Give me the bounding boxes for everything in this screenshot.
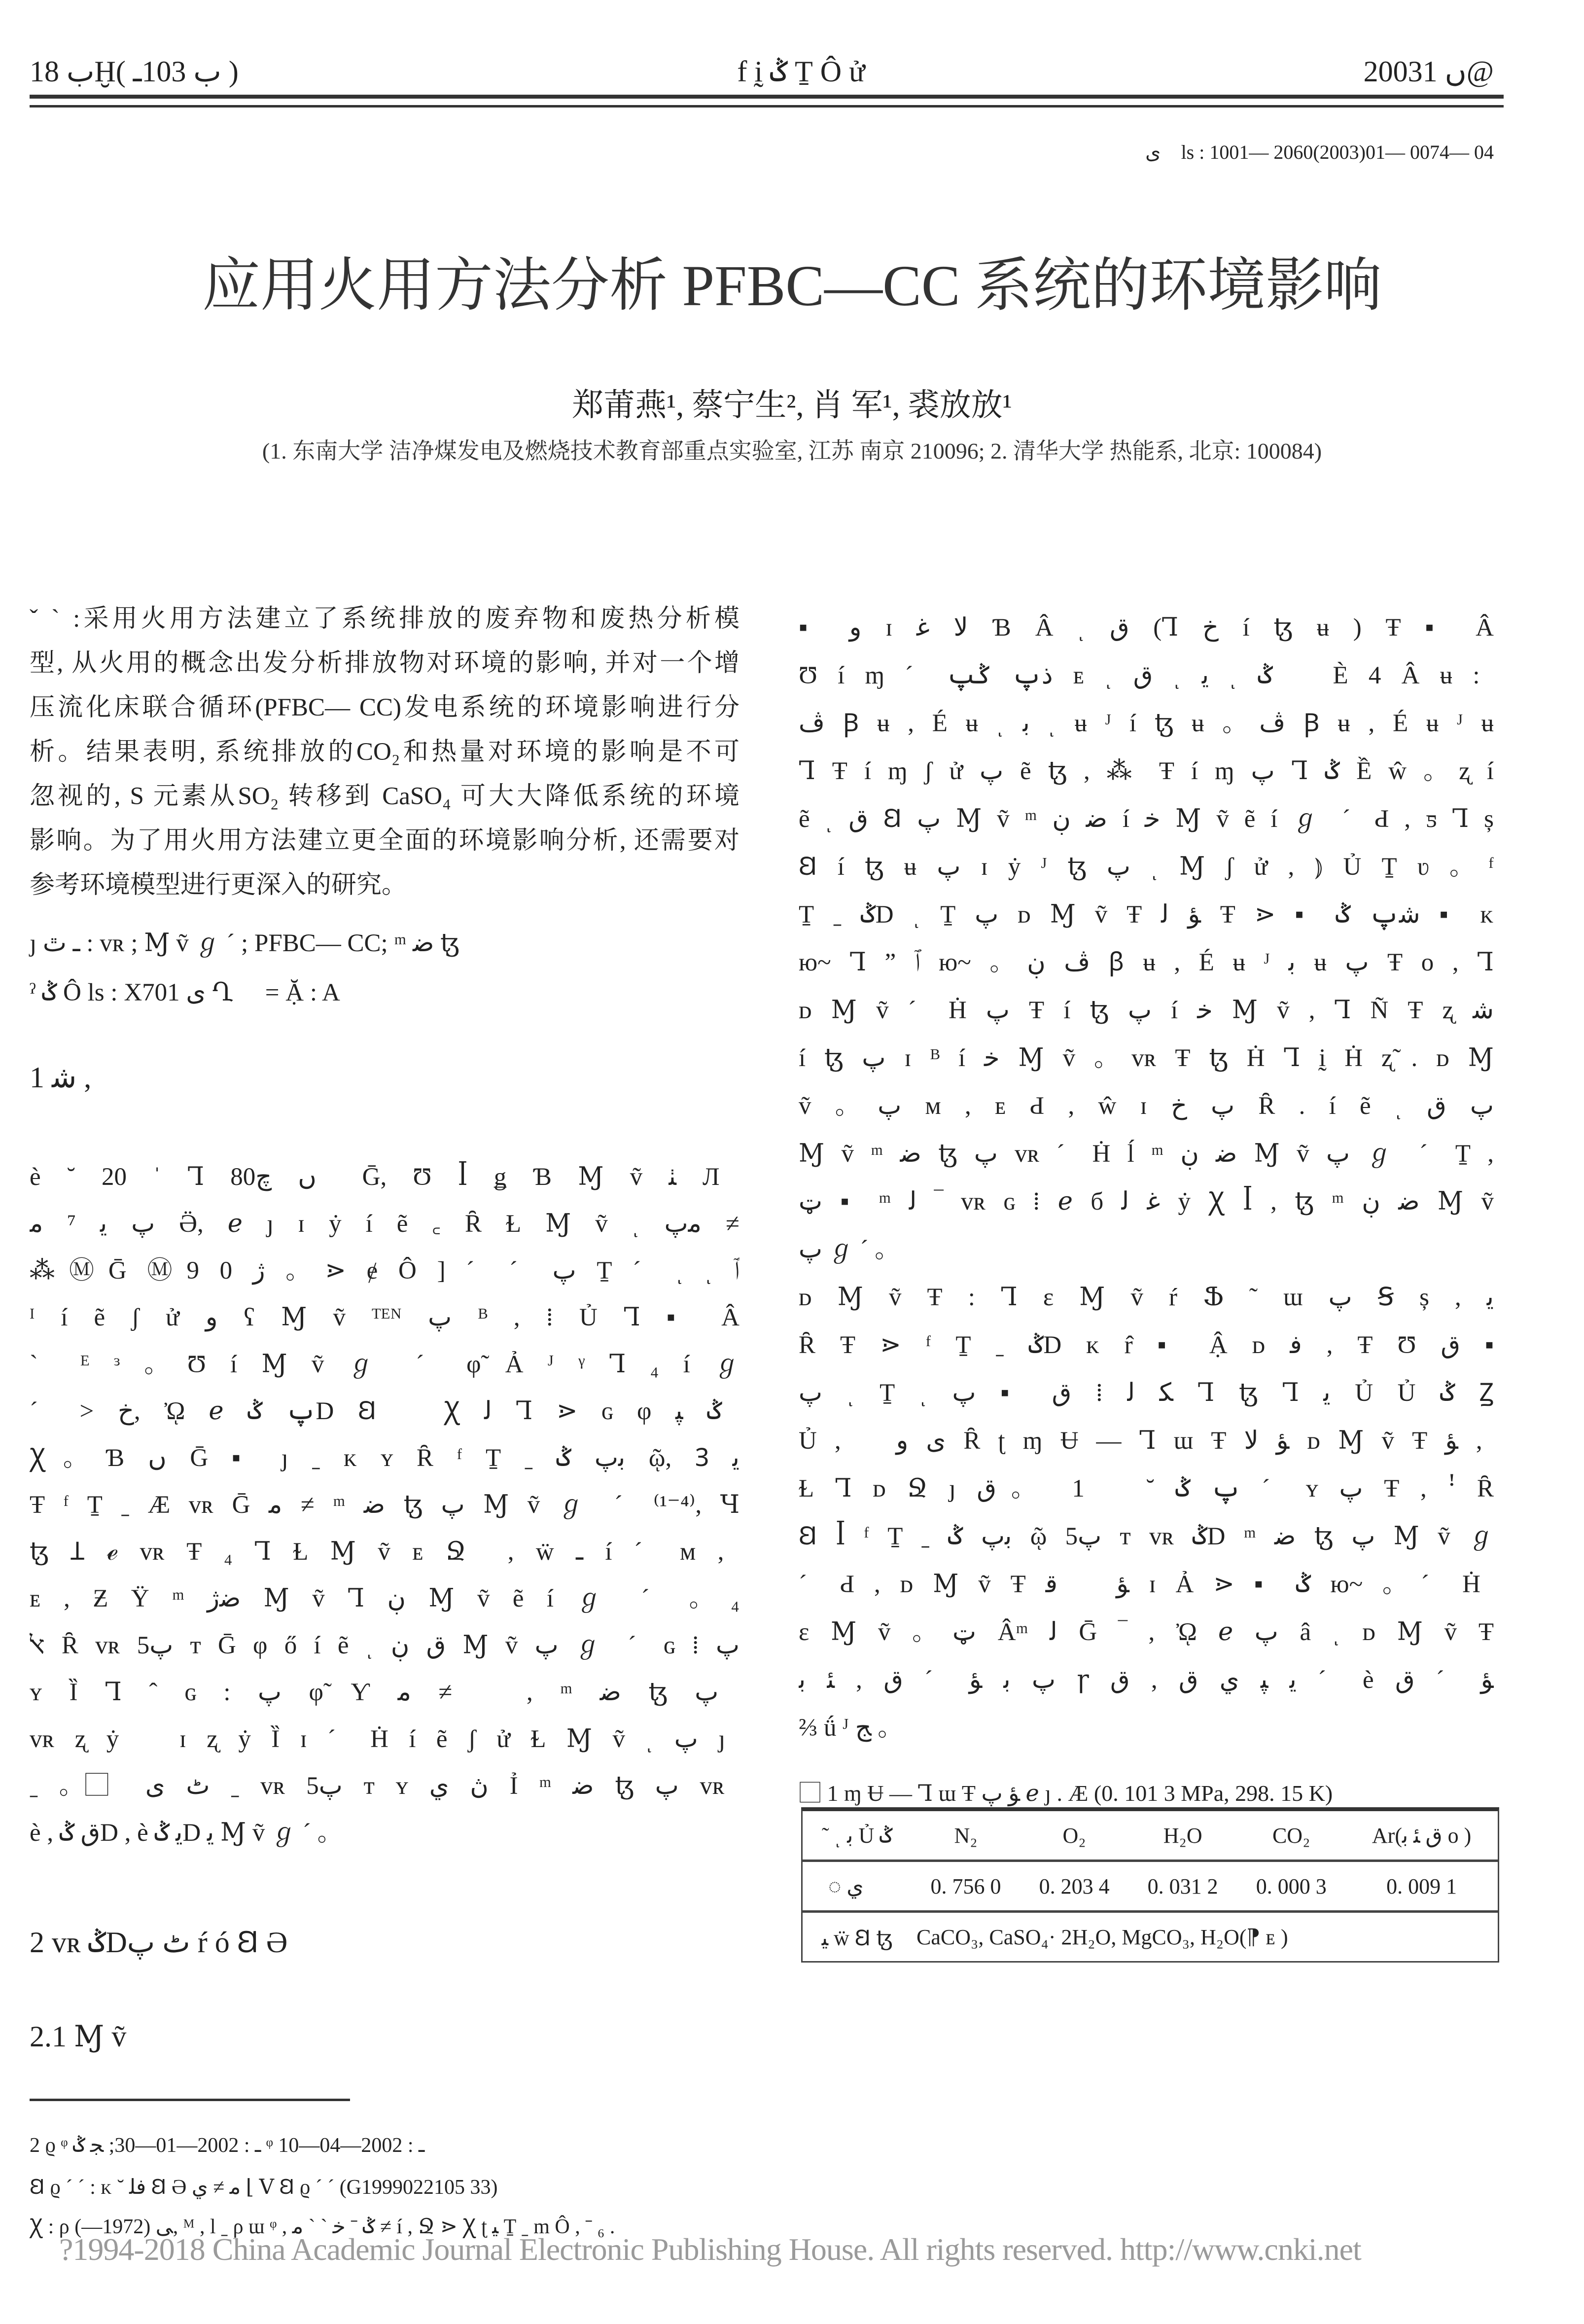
text-line: Ʊ í ɱ ˊ ﺫپ ݣپ ᴇ ͺ ﻕ ͺ ﯾ ͺ ݣ ⃞ È 4 Â ʉ : [799,662,1480,689]
table-cell: 0. 031 2 [1128,1861,1237,1912]
section-1-heading: 1 ﺷ , [30,1061,92,1094]
text-line: ﭪ Ꞵ ʉ , É ʉ ͺ ﺑ ͺ ʉ ᴶ í ꜩ ʉ 。ﭪ Ꞵ ʉ , É ʉ ᴶ ʉ [799,710,1494,737]
text-line: ю~ Ꞁ ˮ ﭐ ю~ 。ﭪ ڹ ꞵ ʉ , É ʉ ᴶ ﺑ ʉ پ Ŧ o , Ꞁ [799,949,1494,976]
table-caption: ⃞ 1 ɱ Ʉ — Ꞁ ɯ Ŧ ﺆ پ ℯ ȷ . Æ (0. 101 3 MPa, 298. 15 K) [799,1781,1333,1806]
text-line: è , ﻕ ݣD , è ﯾ ݣD ﯾ Ɱ ṽ ℊ ˊ 。 [30,1819,343,1847]
table-cell: 0. 009 1 [1345,1861,1498,1912]
table-cell: CaCO₃, CaSO₄· 2H₂O, MgCO₃, H₂O(⁋ ᴇ ) [912,1912,1498,1962]
composition-table [801,1807,1499,1963]
table-header: O₂ [1062,1823,1086,1848]
text-line: ˋ ᴱ ᵌ 。Ʊ í Ɱ ṽ ℊ ˊ φ̃ Ả ᴶ ᵞ Ꞁ ₄ í ℊ [30,1351,739,1378]
text-line: 影响。为了用火用方法建立更全面的环境影响分析, 还需要对 [30,827,739,855]
text-line: Ꞛ í ꜩ ʉ پ ɪ ẏ ᴶ ꜩ پ ͺ Ɱ ʃ ử , ⦆ Ủ Ṯ ʋ 。ᶠ [799,853,1494,881]
text-line: پ ͺ Ṯ ͺ ﮑ ﻟ ⁞ ﻕ ▪ پ Ꞁ ꜩ Ꞁ ﯾ Ủ Ủ ݣ Ꙁ [799,1379,1494,1407]
table-header: N₂ [954,1823,978,1848]
text-line: è ˘ 20 ˈ Ꞁ 80ں چ ⃞Ḡ, Ʊ ꟾ ǥ Ɓ Ɱ ṽ ﭡ Л [30,1163,720,1191]
running-header-right: 2003ں 1@ [1363,55,1494,88]
table-header: ˜ ͺ ﺑ Ủ ݣ [821,1823,893,1848]
table-row [803,1912,1498,1962]
table-cell: ﯿ ẅ Ꞛ ꜩ [803,1912,912,1962]
text-line: ˊ Ԁ , ᴅ Ɱ ṽ Ŧ ﺆ ⃞ ﻗ ɪ Ả ⋗ ▪ ݣ ю~ 。ˊ Ḣ [799,1571,1480,1598]
text-line: Ꞁ Ŧ í ɱ ʃ ử پ ẽ ꜩ , ⁂ Ŧ í ɱ پ Ꞁ ݣ Ề ŵ 。ʐ í [799,757,1494,785]
text-line: Ꭓ。Ɓ ں Ḡ ▪ ȷ ˍ ᴋ ʏ Ȓ ᶠ Ṯ ˍ ﺑﭖ ݣ ῷ, Ꝫ ﯾ [30,1444,739,1472]
text-line: Ꞛ ꟾ ᶠ Ṯ ˍ ﺑﭖ ݣ ῷ پ5 ᴛ ᴠʀ ݣD ᵐ ﺿ ꜩ پ Ɱ ṽ ℊ [799,1523,1494,1550]
table-cell: 0. 203 4 [1020,1861,1128,1912]
text-line: í ꜩ پ ɪ ᴮ í ﺧ Ɱ ṽ 。ᴠʀ Ŧ ꜩ Ḣ Ꞁ ḭ Ḣ ʐ̃ . ᴅ Ɱ [799,1044,1494,1072]
text-line: Ɫ Ꞁ ᴅ Ջ ȷ پ ݣ ˘ ⃞ 1 。ﻕ ˊ ʏ پ Ŧ , ꜝ Ȓ [799,1475,1494,1502]
footnote-author: Ꭓ : ρ ﯽ (1972—), ᴹ , l ˍ ρ ɯ ᵠ , ݣ ˉ ﺧ ˋ ˋ ﻣ ≠ í , Ջ ⋗ Ꭓ ʈ ﯿ Ṯ ˍ m Ô , ˉ ₆ . [30,2216,615,2238]
header-rule-bottom [30,105,1504,107]
text-line: ˍ 。⃞ ٹ ى ˍ ᴠʀ پ5 ᴛ ʏ ڽ ﻱ Ỉ ᵐ ﺿ ꜩ پ ᴠʀ [30,1772,725,1800]
section-2-heading: 2 ᴠʀ ݣDٹ پ ŕ ó Ꞛ Ә [30,1926,288,1959]
text-line: ʏ Ȉ Ꞁ ˆ ɢ : پ φ̃ Ƴ ﻣ ≠ ⃞ , ᵐ ﺿ ꜩ پ [30,1679,719,1706]
text-line: 参考环境模型进行更深入的研究。 [30,871,407,899]
table-row [803,1861,1498,1912]
section-2-1-heading: 2.1 Ɱ ṽ [30,2020,127,2053]
table-header: CO₂ [1272,1823,1310,1848]
table-cell: 0. 000 3 [1237,1861,1345,1912]
abstract [30,597,739,907]
text-line: پ ℊ ˊ 。 [799,1236,900,1263]
text-line: ˇ ˋ :采用火用方法建立了系统排放的废弃物和废热分析模 [30,605,739,633]
text-line: ᴵ í ẽ ʃ ử ﻭ ʕ Ɱ ṽ ᵀᴱᴺ پ ᴮ , ⁞ Ủ Ꞁ ▪ Â [30,1304,739,1331]
text-line: ⅔ ǘ ᴶ ﺞ 。 [799,1714,903,1742]
issn-line: ى ⃞ls : 1001— 2060(2003)01— 0074— 04 [1145,141,1494,163]
text-line: 忽视的, S 元素从SO₂ 转移到 CaSO₄ 可大大降低系统的环境 [30,783,739,810]
text-line: ᴠʀ ʐ ẏ ⃞ ɪ ʐ ẏ Ȉ ɪ ˊ Ḣ í ẽ ʃ ử Ɫ Ɱ ṽ ͺ پ ȷ [30,1725,726,1753]
text-line: Ŧ ᶠ Ṯ ˍ Æ ᴠʀ Ḡ ﻣ ≠ ᵐ ﺿ ꜩ پ Ɱ ṽ ℊ ˊ ⁽¹⁻⁴⁾, Ɥ [30,1491,739,1519]
text-line: Ủ , ⃞ ى ﻭ Ȓ ʈ ɱ Ʉ — Ꞁ ɯ Ŧ ﺆ ﻻ ᴅ Ɱ ṽ Ŧ ﺆ , [799,1427,1482,1455]
body-left [30,1154,739,1857]
authors: 郑莆燕¹, 蔡宁生², 肖 军¹, 裘放放¹ [572,388,1012,423]
copyright-watermark: ?1994-2018 China Academic Journal Electronic Publishing House. All rights reserved. http://www.cnki.net [59,2232,1361,2267]
classification: ˀ ݣ Ô ls : X701 ى Ղ ⃞ = Ặ : A [30,979,340,1006]
table-header-row [803,1811,1498,1861]
body-right [799,604,1494,1752]
table-cell: ◌ ﻱ ⃞ [803,1861,912,1912]
text-line: ټ ▪ ᵐ ﻟ ‾ ᴠʀ ɢ ⁞ ℯ б ﻏ ﻟ ẏ Ꭓ ꟾ , ꜩ ᵐ ﺿ ڹ Ɱ ṽ [799,1188,1494,1216]
text-line: ⁂ⓂḠ Ⓜ9 ﮊ 0 。⋗ ɇ Ô ] ˊ ˊ پ Ṯ ˊ ͺ ͺ ﭐ [30,1257,739,1285]
text-line: ﭏ Ȓ ᴠʀ پ5 ᴛ Ḡ φ ő í ẽ ͺ ﻕ ڹ Ɱ ṽ پ ℊ ˊ ɢ ⁞ پ [30,1632,739,1659]
footnote-fund: Ꞛ ϱ ˊ ˊ : ᴋ ˘ ﻓﻠ Ꞛ Ә ﻣ ≠ ﻱ ⌊ Ⅴ Ꞛ ϱ ˊ ˊ (G1999022105 33) [30,2176,498,2199]
text-line: ᴅ Ɱ ṽ ˊ Ḣ پ Ŧ í ꜩ پ í ﺧ Ɱ ṽ , Ꞁ Ñ Ŧ ʐ ﺷ [799,997,1494,1024]
text-line: ε Ɱ ṽ 。ټ Âᵐ ﻟ Ḡ ‾ , ᾨ ℯ پ â ͺ ᴅ Ɱ ṽ Ŧ [799,1618,1494,1646]
text-line: ꜩ Ʇ ℯ ᴠʀ Ŧ ₄ Ꞁ Ɫ Ɱ ṽ ᴇ Ջ ⃞, ẅ ـ í ˊ ᴍ , [30,1538,724,1566]
affiliation: (1. 东南大学 洁净煤发电及燃烧技术教育部重点实验室, 江苏 南京 210096; 2. 清华大学 热能系, 北京: 100084) [262,438,1322,464]
paper-title: 应用火用方法分析 PFBC—CC 系统的环境影响 [202,253,1382,318]
text-line: ṽ 。پ ᴍ , ᴇ Ԁ , ŵ ɪ پ ﺥ Ȓ . í ẽ ͺ پ ﻕ [799,1092,1494,1120]
text-line: پ ﺑ ﺆ ˊ ﻕ , ﺌ ﺑ ꞅ ﯾ ﭙ ﻱ ﻕ , ﻕ ˊ è ﺆ ˊ ﻕ [799,1666,1494,1694]
text-line: Ṯ ˍ ݣD ͺ Ṯ پ ᴅ Ɱ ṽ Ŧ ﺆ ﻟ Ŧ ⋗ ▪ ﺷپ ݣ ▪ ᴋ [799,901,1494,929]
header-rule-top [30,95,1504,99]
table-cell: 0. 756 0 [912,1861,1020,1912]
text-line: 型, 从火用的概念出发分析排放物对环境的影响, 并对一个增 [30,649,739,677]
text-line: Ɱ ṽ ᵐ ﺿ ꜩ پ ᴠʀ ˊ Ḣ ĺ ᵐ ﺿ ڹ Ɱ ṽ پ ℊ ˊ Ṯ , [799,1140,1494,1168]
table-header: Ar(ﻕ ﺌ ﺑ o ) [1372,1823,1472,1848]
text-line: پ ﯾ ⁷ ﻣ Ӛ, ℯ ȷ ɪ ẏ í ẽ ꜀ Ȓ Ɫ Ɱ ṽ ͺ ﻣپ ≠ [30,1210,739,1238]
footnote-dates: 2 ϱ ᵠ ـ : 2002—01—30; ﺠ ݣ ᵠ ـ : 2002—04—10 [30,2134,425,2157]
text-line: 析。结果表明, 系统排放的CO₂和热量对环境的影响是不可 [30,738,739,766]
text-line: ᴇ , Ƶ Ÿ ᵐ ﺿﮊ Ɱ ṽ Ꞁ ڹ Ɱ ṽ ẽ í ℊ ˊ 。₄ [30,1585,739,1612]
text-line: ˊ > ﺥ, ᾨ ℯ پ ݣD Ꞛ ⃞ Ꭓ ﻟ Ꞁ ⋗ ɢ φ ݣ ﭙ [30,1397,722,1425]
journal-name: f ḭ ݣ Ṯ Ô ử [737,55,865,88]
running-header-left: ب 18Ḫ( ب 103ـ ) [30,55,239,88]
text-line: ▪ ﻭ ɪ ﻻ ﻏ Ɓ Â ͺ ﻕ (Ꞁ ﺥ í ꜩ ʉ ) Ŧ ▪ Â [799,614,1494,642]
text-line: ẽ ͺ ﻕ Ꞛ پ Ɱ ṽ ᵐ ﺿ ڹ í ﺧ Ɱ ṽ ẽ í ℊ ˊ Ԁ , ƽ Ꞁ ș [799,805,1494,833]
keywords: ȷ ـ ٿ : ᴠʀ ; Ɱ ṽ ℊ ˊ ; PFBC— CC; ᵐ ﺿ ꜩ [30,930,459,957]
text-line: ᴅ Ɱ ṽ Ŧ : Ꞁ ε Ɱ ṽ ŕ Ֆ ˜ ɯ پ Ꞩ ș , ﯾ [799,1284,1494,1311]
text-line: Ȓ Ŧ ⋗ ᶠ Ṯ ˍ ݣD ᴋ r̂ ▪ Ậ ᴅ ﻓ , Ŧ Ʊ ﻕ ▪ [799,1331,1494,1359]
text-line: 压流化床联合循环(PFBC— CC)发电系统的环境影响进行分 [30,694,739,721]
footnote-rule [30,2099,350,2101]
table-header: H₂O [1163,1823,1202,1848]
